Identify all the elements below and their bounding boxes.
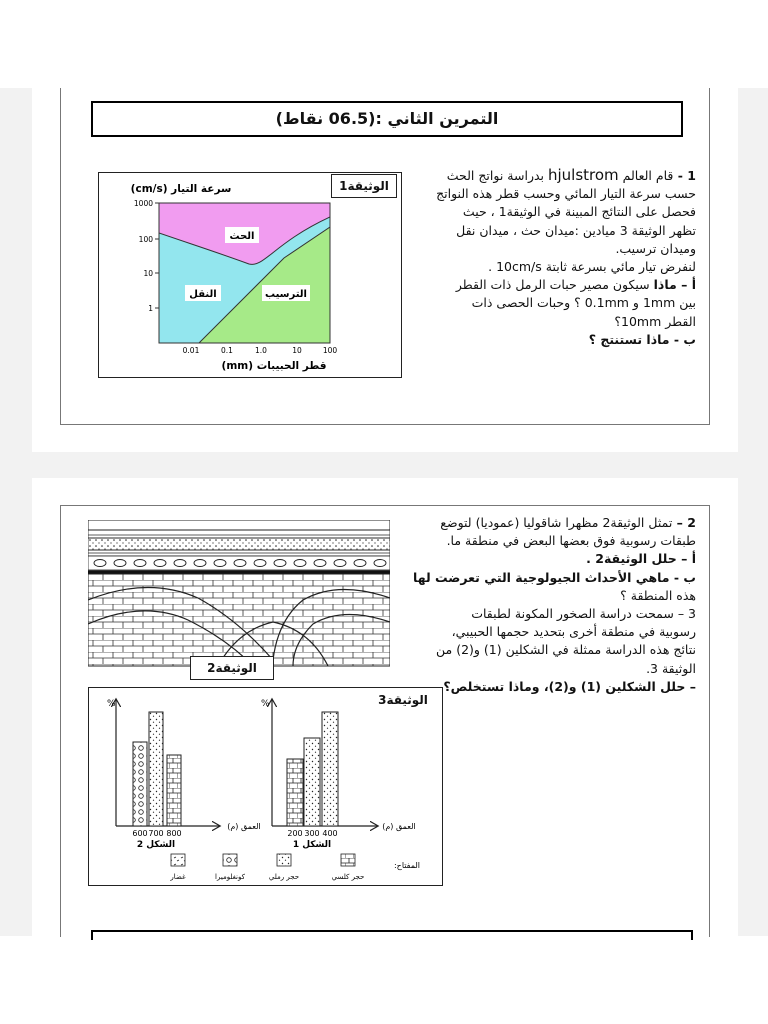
top-margin (0, 0, 768, 88)
q1-line1a: قام العالم (618, 168, 674, 183)
legend-sandstone-label: حجر رملي (268, 873, 300, 881)
q2-line1: تمثل الوثيقة2 مظهرا شاقوليا (عموديا) لتوضع (440, 515, 673, 530)
top-layer (88, 520, 390, 530)
fig1-bar-300-sandstone (304, 738, 320, 826)
x-axis-label: قطر الحبيبات (mm) (221, 360, 327, 372)
fig1-bar-400-sandstone (322, 712, 338, 826)
exercise-title: التمرين الثاني :(06.5 نقاط) (91, 101, 683, 137)
fig2-bar-700-sandstone (149, 712, 163, 826)
fig2-tick-600: 600 (132, 829, 148, 838)
bottom-margin (0, 936, 768, 1024)
thin-hatched-layer (88, 550, 390, 556)
q1-line7b: سيكون مصير حبات الرمل ذات القطر (455, 277, 654, 293)
fig1-depth-label: العمق (م) (382, 822, 416, 831)
pebbles (94, 560, 386, 567)
deposition-zone-label: الترسيب (265, 289, 307, 300)
doc1-figure (98, 172, 402, 378)
y-tick-label: 1000 (133, 199, 153, 208)
erosion-zone-label: الحث (229, 231, 255, 242)
fig2-bar-600-conglomerate (133, 742, 147, 826)
q2-line6: 3 – سمحت دراسة الصخور المكونة لطبقات (471, 606, 696, 622)
x-tick-label: 100 (322, 346, 338, 355)
transport-zone-label: النقل (189, 289, 217, 300)
fig2-depth-label: العمق (م) (227, 822, 261, 831)
x-tick-label: 1.0 (255, 346, 267, 355)
hatched-layer (88, 530, 390, 538)
q1-line3: فحصل على النتائج المبينة في الوثيقة1 ، حيث (462, 204, 696, 220)
q1-line4: تظهر الوثيقة 3 ميادين :ميدان حث ، ميدان نقل (456, 222, 696, 238)
legend-clay-swatch (171, 854, 185, 866)
x-tick-label: 0.1 (221, 346, 233, 355)
legend-sandstone-swatch (277, 854, 291, 866)
legend-limestone-label: حجر كلسي (331, 873, 365, 881)
q2-line8: نتائج هذه الدراسة ممثلة في الشكلين (1) و(2) من (436, 642, 696, 658)
q1-line6: لنفرض تيار مائي بسرعة ثابتة 10cm/s . (488, 259, 696, 275)
q1-line8: بين 1mm و 0.1mm ؟ وحبات الحصى ذات (471, 295, 696, 311)
next-section-box (91, 930, 693, 940)
q2-number: 2 – (672, 515, 696, 530)
q1-scientist: hjulstrom (548, 166, 619, 184)
q1-number: 1 - (673, 168, 696, 183)
fig1-tick-300: 300 (304, 829, 320, 838)
hjulstrom-diagram (99, 173, 401, 377)
question-2-text (410, 514, 696, 696)
q1-line10: ب - ماذا تستنتج ؟ (588, 331, 696, 347)
q2-line5: هذه المنطقة ؟ (620, 587, 696, 603)
q2-line3: أ – حلل الوثيقة2 . (586, 551, 696, 567)
fig2-name: الشكل 2 (136, 840, 176, 850)
q2-line9: الوثيقة 3. (646, 660, 696, 676)
geological-section (88, 520, 390, 670)
legend-key-label: المفتاح: (393, 861, 421, 870)
sandstone-layer (88, 538, 390, 550)
doc2-label: الوثيقة2 (190, 656, 274, 680)
q1-line2: حسب سرعة التيار المائي وحسب قطر هذه النواتج (436, 186, 696, 202)
doc1-label: الوثيقة1 (331, 174, 397, 198)
grain-size-charts (89, 688, 442, 885)
legend-clay-label: غضار (170, 873, 186, 881)
fig2-bar-800-limestone (167, 755, 181, 826)
q2-line4: ب - ماهي الأحداث الجيولوجية التي تعرضت لها (413, 569, 696, 585)
legend-limestone-swatch (341, 854, 355, 866)
fig1-tick-400: 400 (322, 829, 338, 838)
question-1-text (408, 166, 696, 349)
y-tick-label: 1 (148, 304, 153, 313)
doc3-label: الوثيقة3 (369, 690, 437, 710)
q1-line9: القطر 10mm؟ (614, 313, 696, 329)
q1-line1c: بدراسة نواتج الحث (446, 168, 548, 183)
q2-line7: رسوبية في منطقة أخرى بتحديد حجمها الحبيبي، (451, 624, 696, 640)
doc2-figure (88, 520, 390, 670)
y-axis-label: سرعة التيار (cm/s) (130, 183, 232, 195)
q2-line2: طبقات رسوبية فوق بعضها البعض في منطقة ما. (446, 533, 696, 549)
y-tick-label: 100 (138, 235, 153, 244)
q1-line7a: أ – ماذا (653, 277, 696, 293)
fig1-percent-label: % (261, 699, 270, 709)
x-tick-label: 0.01 (182, 346, 200, 355)
fig2-tick-800: 800 (166, 829, 182, 838)
legend-conglomerate-swatch (223, 854, 237, 866)
legend-conglomerate-label: كونغلوميرا (215, 873, 245, 881)
q1-line5: وميدان ترسيب. (615, 240, 696, 256)
y-tick-label: 10 (143, 269, 153, 278)
fig1-name: الشكل 1 (292, 840, 332, 850)
x-tick-label: 10 (292, 346, 302, 355)
fig1-bar-200-limestone (287, 759, 303, 826)
fig1-tick-200: 200 (287, 829, 303, 838)
q2-line10: – حلل الشكلين (1) و(2)، وماذا تستخلص؟ (443, 678, 696, 694)
doc3-figure (88, 687, 443, 886)
fig2-percent-label: % (107, 699, 116, 709)
fig2-tick-700: 700 (148, 829, 164, 838)
